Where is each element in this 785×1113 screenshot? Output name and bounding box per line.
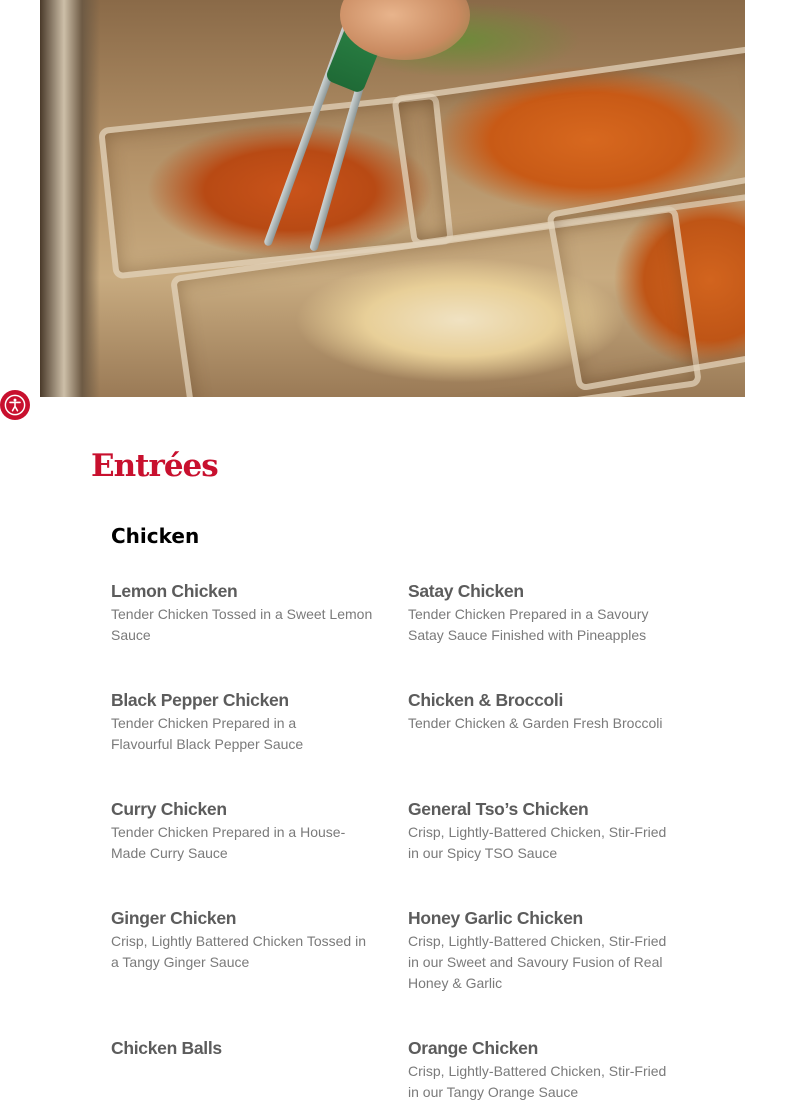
menu-item-name: Black Pepper Chicken (111, 690, 289, 710)
buffet-rail (40, 0, 100, 397)
menu-item (408, 907, 678, 994)
menu-item-name: Satay Chicken (408, 581, 524, 601)
menu-item-name: Lemon Chicken (111, 581, 238, 601)
menu-item-description: Crisp, Lightly Battered Chicken Tossed in a Tangy Ginger Sauce (111, 933, 366, 970)
category-title: Chicken (111, 524, 200, 548)
buffet-hero-image (40, 0, 745, 397)
menu-item (408, 798, 678, 864)
menu-item-description: Tender Chicken Tossed in a Sweet Lemon Sauce (111, 606, 373, 643)
menu-item (111, 907, 381, 973)
menu-item-name: Chicken & Broccoli (408, 690, 564, 710)
menu-item-description: Tender Chicken & Garden Fresh Broccoli (408, 715, 663, 731)
menu-item-name: Orange Chicken (408, 1038, 539, 1058)
menu-item-description: Crisp, Lightly-Battered Chicken, Stir-Fried in our Tangy Orange Sauce (408, 1063, 667, 1100)
menu-item-description: Tender Chicken Prepared in a House-Made Curry Sauce (111, 824, 346, 861)
accessibility-icon (4, 394, 26, 416)
menu-item (111, 798, 381, 864)
menu-item-name: Ginger Chicken (111, 908, 237, 928)
menu-item-name: Honey Garlic Chicken (408, 908, 583, 928)
menu-item (408, 580, 678, 646)
menu-item (111, 689, 381, 755)
menu-item-description: Crisp, Lightly-Battered Chicken, Stir-Fried in our Spicy TSO Sauce (408, 824, 667, 861)
menu-item-description: Tender Chicken Prepared in a Flavourful Black Pepper Sauce (111, 715, 304, 752)
menu-item (408, 1037, 678, 1103)
menu-item (111, 1037, 381, 1061)
menu-item-name: Curry Chicken (111, 799, 227, 819)
menu-item-description: Crisp, Lightly-Battered Chicken, Stir-Fried in our Sweet and Savoury Fusion of Real Honey & Garlic (408, 933, 667, 991)
section-title: Entrées (91, 448, 218, 484)
menu-item-name: General Tso’s Chicken (408, 799, 589, 819)
menu-item-description: Tender Chicken Prepared in a Savoury Satay Sauce Finished with Pineapples (408, 606, 649, 643)
menu-item (408, 689, 678, 734)
menu-item-name: Chicken Balls (111, 1038, 222, 1058)
menu-item (111, 580, 381, 646)
accessibility-button[interactable] (0, 390, 30, 420)
